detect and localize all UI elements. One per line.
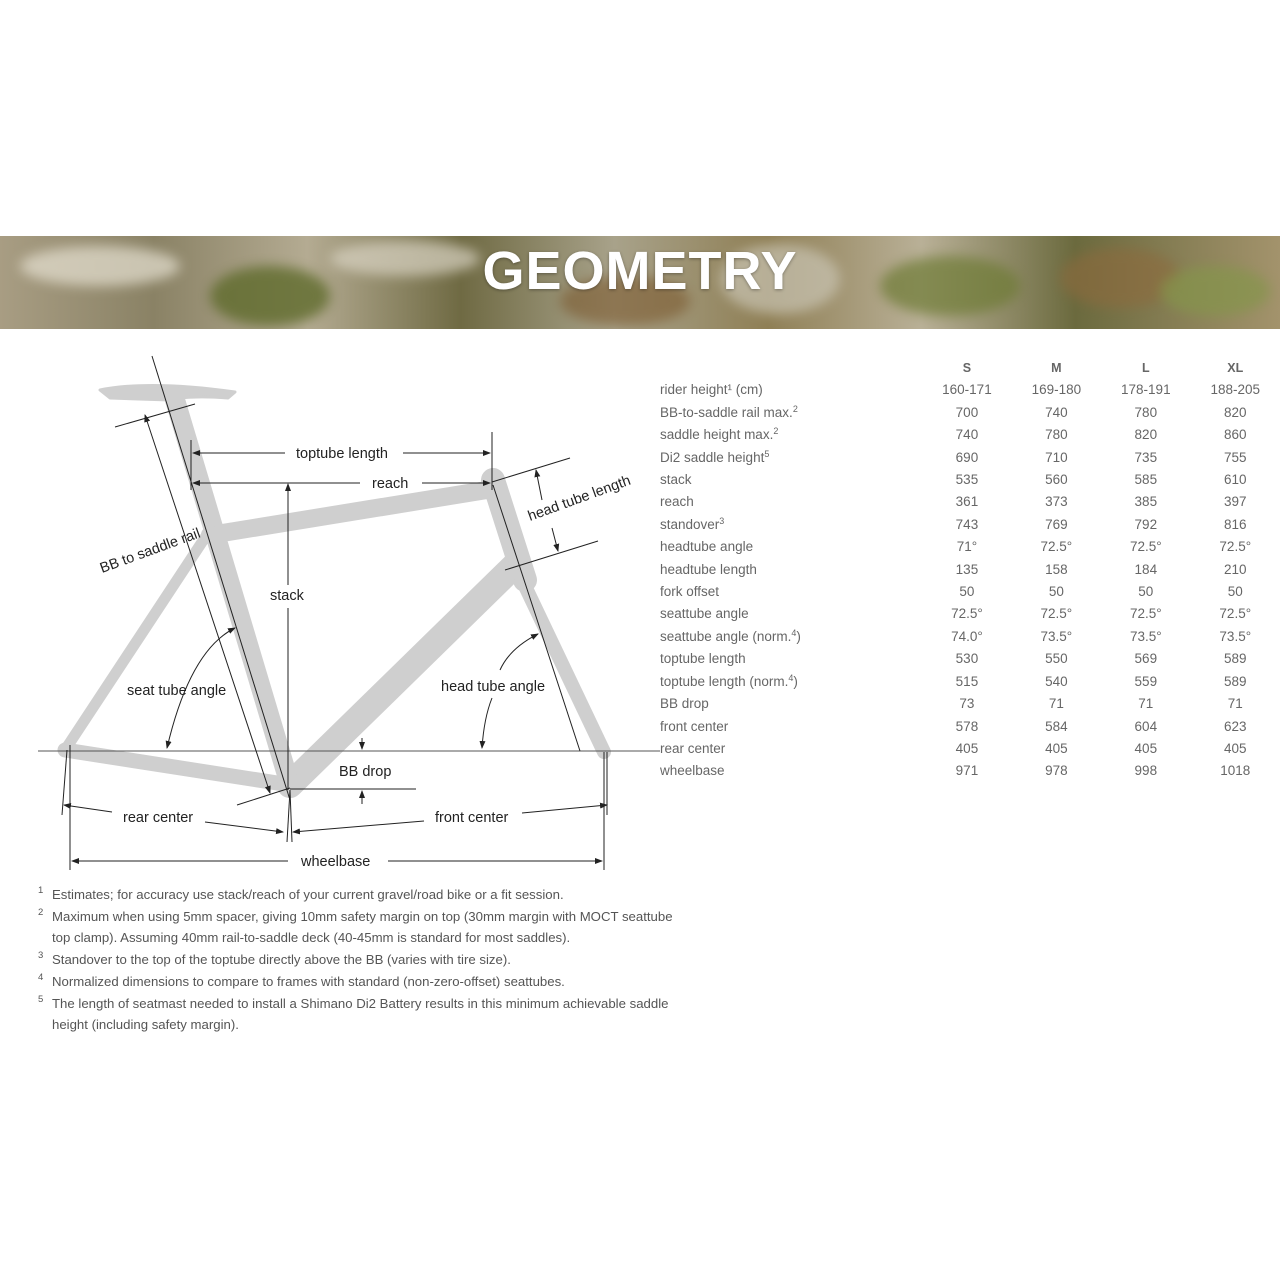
row-label-text: BB drop bbox=[660, 696, 709, 712]
table-row bbox=[654, 559, 1280, 581]
row-label-text: standover bbox=[660, 516, 720, 532]
table-cell: 755 bbox=[1224, 449, 1247, 465]
reach-label: reach bbox=[372, 476, 409, 492]
row-label bbox=[654, 760, 922, 782]
table-cell: 569 bbox=[1134, 651, 1158, 667]
row-label bbox=[654, 514, 922, 536]
row-label-text: seattube angle bbox=[660, 606, 749, 622]
table-row bbox=[654, 716, 1280, 738]
table-cell: 740 bbox=[955, 427, 979, 443]
row-label-suffix: ) bbox=[796, 628, 801, 644]
footnote bbox=[36, 884, 676, 905]
row-label bbox=[654, 648, 922, 670]
table-cell: 690 bbox=[955, 449, 979, 465]
footnote-number: 4 bbox=[38, 972, 44, 983]
geometry-diagram bbox=[0, 340, 660, 880]
table-cell: 72.5° bbox=[951, 606, 983, 622]
table-cell: 361 bbox=[955, 494, 979, 510]
table-row bbox=[654, 648, 1280, 670]
size-header-xl: XL bbox=[1227, 361, 1244, 375]
table-cell: 71 bbox=[1227, 696, 1243, 712]
table-row bbox=[654, 514, 1280, 536]
footnote-ref: 3 bbox=[719, 515, 725, 526]
bb-drop-label: BB drop bbox=[339, 764, 392, 780]
row-label-text: headtube length bbox=[660, 561, 757, 577]
table-cell: 1018 bbox=[1220, 763, 1251, 779]
row-label-text: toptube length (norm. bbox=[660, 673, 789, 689]
table-cell: 73.5° bbox=[1219, 628, 1252, 644]
table-header-row bbox=[654, 357, 1280, 379]
table-row bbox=[654, 491, 1280, 513]
row-label bbox=[654, 626, 922, 648]
geometry-table-body bbox=[654, 379, 1280, 782]
table-cell: 610 bbox=[1224, 472, 1247, 488]
row-label-text: rear center bbox=[660, 740, 726, 756]
table-cell: 604 bbox=[1134, 718, 1158, 734]
footnote-text: Standover to the top of the toptube directly above the BB (varies with tire size). bbox=[52, 952, 511, 967]
table-row bbox=[654, 603, 1280, 625]
footnote bbox=[36, 993, 676, 1035]
table-row bbox=[654, 424, 1280, 446]
row-label bbox=[654, 491, 922, 513]
row-label bbox=[654, 716, 922, 738]
table-cell: 71 bbox=[1048, 696, 1064, 712]
footnotes bbox=[36, 884, 676, 1036]
row-label-text: rider height¹ (cm) bbox=[660, 382, 763, 398]
row-label bbox=[654, 559, 922, 581]
table-cell: 535 bbox=[955, 472, 979, 488]
rear-center-label: rear center bbox=[123, 810, 194, 826]
row-label bbox=[654, 424, 922, 446]
table-cell: 530 bbox=[955, 651, 979, 667]
table-cell: 158 bbox=[1045, 561, 1068, 577]
footnote bbox=[36, 949, 676, 970]
table-row bbox=[654, 536, 1280, 558]
table-cell: 560 bbox=[1045, 472, 1068, 488]
table-cell: 559 bbox=[1134, 673, 1158, 689]
size-header-l: L bbox=[1141, 361, 1150, 375]
table-cell: 74.0° bbox=[951, 628, 983, 644]
table-cell: 188-205 bbox=[1210, 382, 1261, 398]
seat-tube-angle-label: seat tube angle bbox=[127, 683, 227, 699]
table-cell: 550 bbox=[1045, 651, 1068, 667]
row-label-text: headtube angle bbox=[660, 539, 754, 555]
row-label-text: seattube angle (norm. bbox=[660, 628, 792, 644]
table-row bbox=[654, 693, 1280, 715]
table-row bbox=[654, 626, 1280, 648]
row-label-text: saddle height max. bbox=[660, 427, 774, 443]
table-cell: 385 bbox=[1134, 494, 1158, 510]
row-label bbox=[654, 402, 922, 424]
table-cell: 743 bbox=[955, 516, 979, 532]
footnote-ref: 2 bbox=[792, 403, 798, 414]
row-label bbox=[654, 536, 922, 558]
table-cell: 71 bbox=[1138, 696, 1154, 712]
table-cell: 780 bbox=[1045, 427, 1068, 443]
table-cell: 73 bbox=[959, 696, 975, 712]
table-cell: 405 bbox=[955, 740, 979, 756]
table-cell: 540 bbox=[1045, 673, 1068, 689]
bb-to-saddle-rail-label: BB to saddle rail bbox=[97, 525, 203, 577]
footnote-text: The length of seatmast needed to install a Shimano Di2 Battery results in this minimum achievable saddle height (including safety margin). bbox=[52, 996, 669, 1032]
row-label-text: wheelbase bbox=[660, 763, 725, 779]
table-cell: 735 bbox=[1134, 449, 1158, 465]
table-cell: 515 bbox=[955, 673, 979, 689]
table-cell: 820 bbox=[1224, 404, 1247, 420]
table-cell: 72.5° bbox=[1129, 539, 1162, 555]
footnote-number: 1 bbox=[38, 885, 44, 896]
table-cell: 184 bbox=[1134, 561, 1158, 577]
table-cell: 820 bbox=[1134, 427, 1158, 443]
row-label bbox=[654, 671, 922, 693]
footnote-ref: 4 bbox=[791, 627, 797, 638]
row-label bbox=[654, 603, 922, 625]
table-cell: 405 bbox=[1134, 740, 1158, 756]
table-cell: 998 bbox=[1134, 763, 1158, 779]
footnote bbox=[36, 906, 676, 948]
table-row bbox=[654, 581, 1280, 603]
size-header-m: M bbox=[1051, 361, 1062, 375]
table-row bbox=[654, 379, 1280, 401]
table-cell: 589 bbox=[1224, 673, 1247, 689]
table-cell: 72.5° bbox=[1040, 606, 1073, 622]
table-row bbox=[654, 760, 1280, 782]
footnote-number: 3 bbox=[38, 950, 44, 961]
row-label-text: fork offset bbox=[660, 584, 720, 600]
row-label-text: toptube length bbox=[660, 651, 746, 667]
row-label-text: reach bbox=[660, 494, 694, 510]
table-cell: 169-180 bbox=[1031, 382, 1082, 398]
page-title: GEOMETRY bbox=[482, 241, 798, 301]
table-cell: 72.5° bbox=[1040, 539, 1073, 555]
table-header-blank bbox=[654, 357, 922, 379]
row-label-text: stack bbox=[660, 472, 692, 488]
table-cell: 710 bbox=[1045, 449, 1068, 465]
footnote-text: Normalized dimensions to compare to frames with standard (non-zero-offset) seattubes. bbox=[52, 974, 565, 989]
table-cell: 578 bbox=[955, 718, 979, 734]
geometry-table bbox=[654, 357, 1280, 783]
row-label bbox=[654, 469, 922, 491]
table-cell: 160-171 bbox=[942, 382, 992, 398]
table-cell: 816 bbox=[1224, 516, 1247, 532]
wheelbase-label: wheelbase bbox=[301, 854, 371, 870]
head-tube-angle-label: head tube angle bbox=[441, 679, 546, 695]
table-cell: 178-191 bbox=[1121, 382, 1171, 398]
table-cell: 373 bbox=[1045, 494, 1068, 510]
table-cell: 72.5° bbox=[1219, 606, 1252, 622]
table-cell: 971 bbox=[955, 763, 979, 779]
head-tube-length-label: head tube length bbox=[525, 472, 633, 525]
table-cell: 50 bbox=[1138, 584, 1154, 600]
footnote-number: 2 bbox=[38, 907, 44, 918]
front-center-label: front center bbox=[435, 810, 509, 826]
table-cell: 71° bbox=[956, 539, 978, 555]
row-label bbox=[654, 379, 922, 401]
table-cell: 792 bbox=[1134, 516, 1158, 532]
row-label bbox=[654, 738, 922, 760]
table-cell: 740 bbox=[1045, 404, 1068, 420]
table-cell: 50 bbox=[959, 584, 975, 600]
footnote-text: Maximum when using 5mm spacer, giving 10mm safety margin on top (30mm margin with MOCT seattube top clamp). Assuming 40mm rail-to-saddle deck (40-45mm is standard for most saddles). bbox=[52, 909, 673, 945]
table-cell: 210 bbox=[1224, 561, 1247, 577]
table-cell: 73.5° bbox=[1040, 628, 1073, 644]
row-label-suffix: ) bbox=[793, 673, 798, 689]
footnote-ref: 4 bbox=[788, 672, 794, 683]
row-label bbox=[654, 447, 922, 469]
row-label bbox=[654, 693, 922, 715]
table-cell: 623 bbox=[1224, 718, 1247, 734]
footnote-ref: 2 bbox=[773, 426, 779, 437]
table-cell: 50 bbox=[1227, 584, 1243, 600]
table-cell: 585 bbox=[1134, 472, 1158, 488]
table-row bbox=[654, 469, 1280, 491]
size-header-s: S bbox=[962, 361, 972, 375]
table-cell: 50 bbox=[1048, 584, 1064, 600]
table-cell: 72.5° bbox=[1129, 606, 1162, 622]
table-cell: 405 bbox=[1045, 740, 1068, 756]
row-label-text: Di2 saddle height bbox=[660, 449, 765, 465]
row-label-text: BB-to-saddle rail max. bbox=[660, 404, 793, 420]
table-cell: 584 bbox=[1045, 718, 1068, 734]
footnote-number: 5 bbox=[38, 994, 44, 1005]
table-row bbox=[654, 738, 1280, 760]
row-label-text: front center bbox=[660, 718, 729, 734]
table-cell: 405 bbox=[1224, 740, 1247, 756]
table-cell: 780 bbox=[1134, 404, 1158, 420]
footnote-ref: 5 bbox=[764, 448, 770, 459]
footnote bbox=[36, 971, 676, 992]
table-cell: 700 bbox=[955, 404, 979, 420]
table-cell: 860 bbox=[1224, 427, 1247, 443]
row-label bbox=[654, 581, 922, 603]
toptube-length-label: toptube length bbox=[296, 446, 388, 462]
table-cell: 135 bbox=[955, 561, 979, 577]
table-row bbox=[654, 671, 1280, 693]
table-cell: 72.5° bbox=[1219, 539, 1252, 555]
table-cell: 397 bbox=[1224, 494, 1247, 510]
stack-label: stack bbox=[270, 588, 304, 604]
table-row bbox=[654, 402, 1280, 424]
footnote-text: Estimates; for accuracy use stack/reach of your current gravel/road bike or a fit session. bbox=[52, 887, 564, 902]
table-row bbox=[654, 447, 1280, 469]
table-cell: 73.5° bbox=[1129, 628, 1162, 644]
table-cell: 769 bbox=[1045, 516, 1068, 532]
table-cell: 589 bbox=[1224, 651, 1247, 667]
table-cell: 978 bbox=[1045, 763, 1068, 779]
